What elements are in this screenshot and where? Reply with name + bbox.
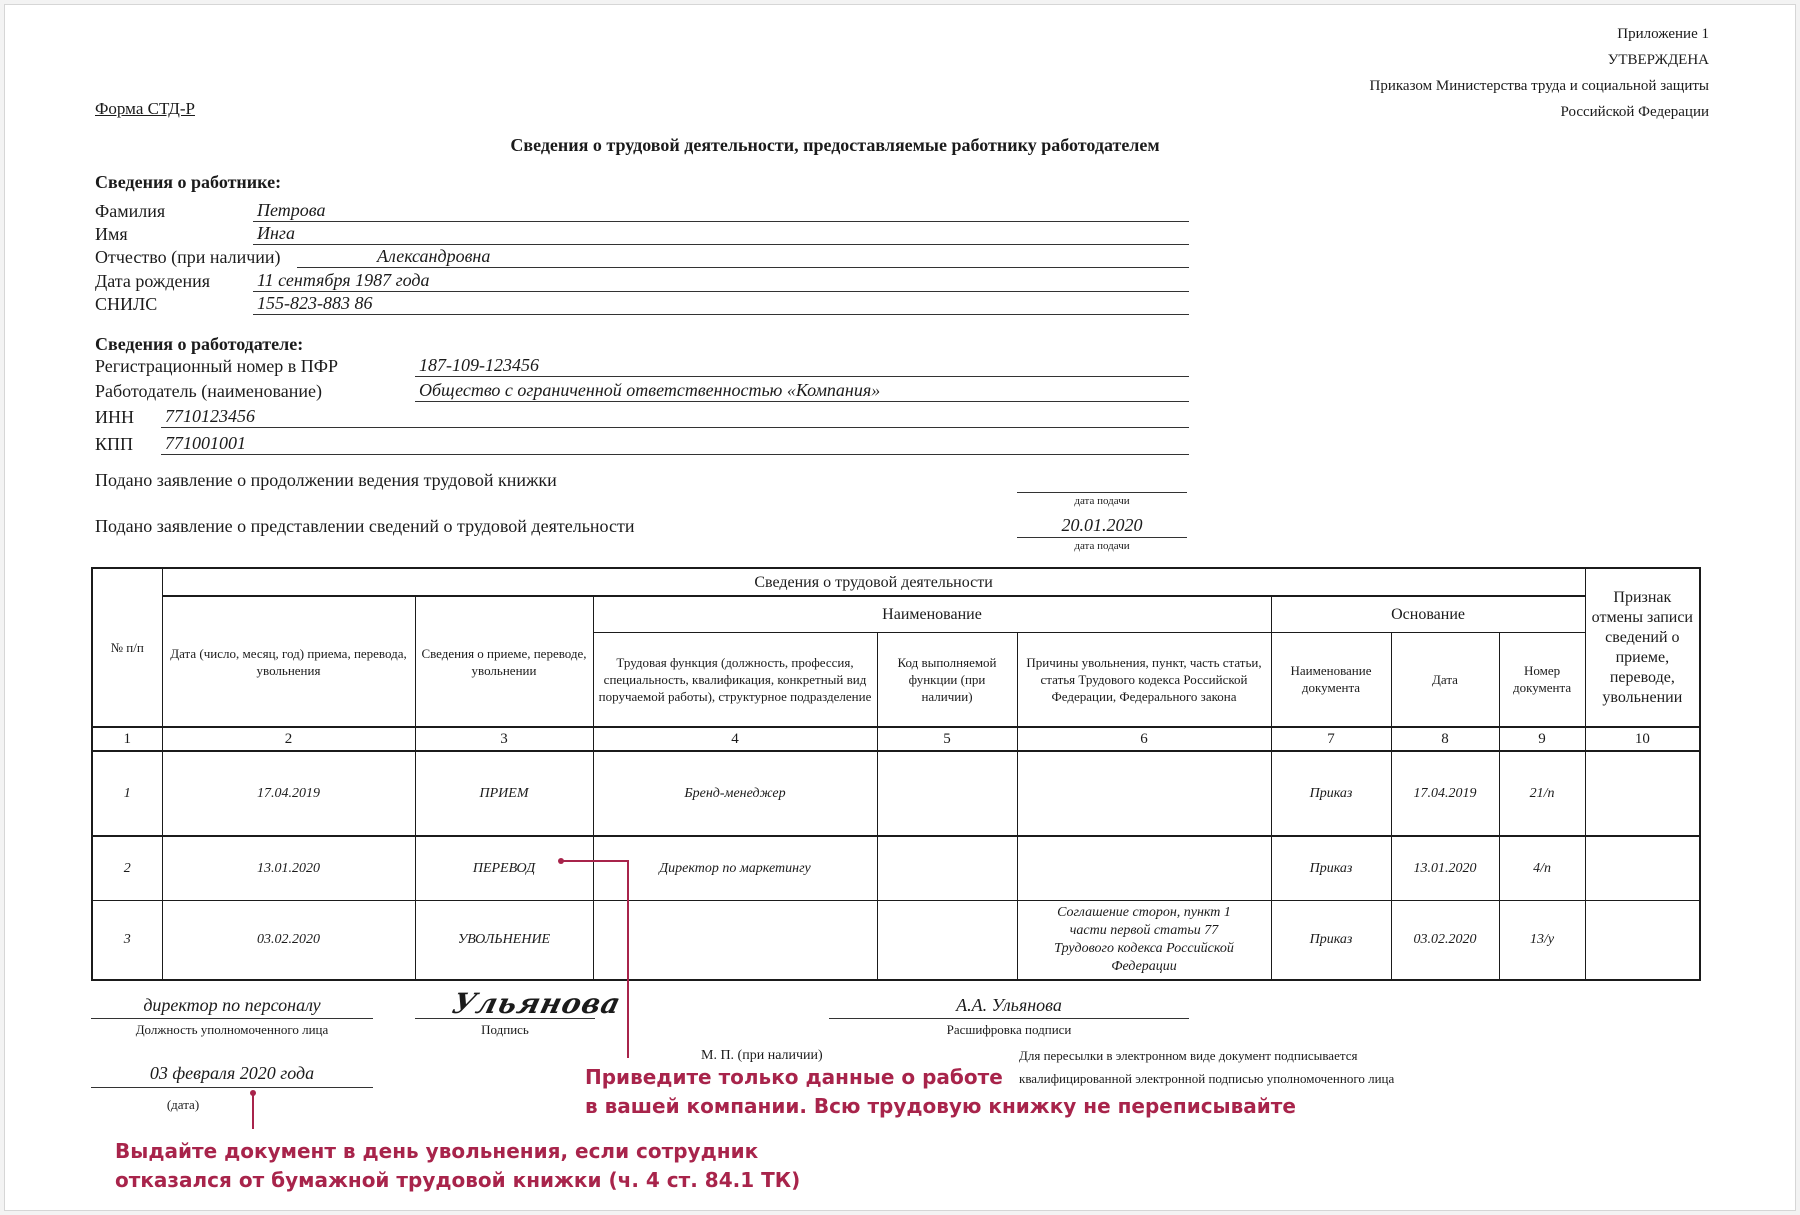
row3-cancel [1585,900,1700,980]
patronymic-underline [297,267,1189,268]
info-application-caption: дата подачи [1074,540,1130,552]
row2-reason [1017,836,1271,900]
row1-code [877,751,1017,836]
row3-docnum: 13/у [1499,900,1585,980]
row2-num: 2 [92,836,162,900]
signature-caption: Подпись [481,1022,529,1037]
col-number-4: 4 [593,727,877,751]
electronic-note-line1: Для пересылки в электронном виде документ подписывается [1019,1048,1358,1063]
inn-underline [161,427,1189,428]
birth-underline [253,291,1189,292]
note-company-data-line2: в вашей компании. Всю трудовую книжку не переписывайте [585,1094,1296,1118]
row1-docnum: 21/п [1499,751,1585,836]
decoded-underline [829,1018,1189,1019]
col-number-1: 1 [92,727,162,751]
document-title: Сведения о трудовой деятельности, предоставляемые работнику работодателем [510,135,1160,155]
col-number-6: 6 [1017,727,1271,751]
form-sheet [4,4,1796,1211]
decoded-caption: Расшифровка подписи [946,1022,1072,1037]
signer-position-caption: Должность уполномоченного лица [135,1022,329,1037]
approval-line-1: Приложение 1 [1617,26,1709,42]
note-issue-day-line1: Выдайте документ в день увольнения, если сотрудник [115,1139,759,1163]
activity-table [91,567,1701,981]
col-number-2: 2 [162,727,415,751]
book-application-underline [1017,492,1187,493]
note-issue-day-line2: отказался от бумажной трудовой книжки (ч. 4 ст. 84.1 ТК) [115,1168,801,1192]
birth-value: 11 сентября 1987 года [257,270,430,290]
row1-docdate: 17.04.2019 [1391,751,1499,836]
row3-date: 03.02.2020 [162,900,415,980]
col-number-5: 5 [877,727,1017,751]
approval-line-4: Российской Федерации [1560,104,1709,120]
electronic-note-line2: квалифицированной электронной подписью уполномоченного лица [1019,1071,1395,1086]
row2-docnum: 4/п [1499,836,1585,900]
col-number-10: 10 [1585,727,1700,751]
employer-heading: Сведения о работодателе: [95,334,304,354]
employer-name-underline [415,401,1189,402]
row3-function [593,900,877,980]
kpp-value: 771001001 [165,433,246,453]
row3-code [877,900,1017,980]
inn-label: ИНН [95,407,134,427]
header-reason: Причины увольнения, пункт, часть статьи, статья Трудового кодекса Российской Федерации, Федерального закона [1017,632,1271,727]
employee-heading: Сведения о работнике: [95,172,282,192]
header-basis-group: Основание [1271,596,1585,632]
header-cancel: Признак отмены записи сведений о приеме, переводе, увольнении [1585,568,1700,727]
row1-docname: Приказ [1271,751,1391,836]
approval-line-3: Приказом Министерства труда и социальной защиты [1369,78,1709,94]
handwritten-signature: Ульянова [448,987,625,1020]
issue-date: 03 февраля 2020 года [149,1063,315,1083]
kpp-underline [161,454,1189,455]
note-company-data-line1: Приведите только данные о работе [585,1065,1003,1089]
col-number-9: 9 [1499,727,1585,751]
birth-label: Дата рождения [95,271,211,291]
row1-function: Бренд-менеджер [593,751,877,836]
issue-date-underline [91,1087,373,1088]
row3-reason: Соглашение сторон, пункт 1 части первой статьи 77 Трудового кодекса Российской Федерации [1017,900,1271,980]
surname-underline [253,221,1189,222]
header-docname: Наименование документа [1271,632,1391,727]
employer-name-value: Общество с ограниченной ответственностью «Компания» [419,380,881,400]
row2-docdate: 13.01.2020 [1391,836,1499,900]
inn-value: 7710123456 [165,406,255,426]
header-function: Трудовая функция (должность, профессия, специальность, квалификация, конкретный вид поручаемой работы), структурное подразделение [593,632,877,727]
row1-num: 1 [92,751,162,836]
callout-line-date [252,1093,254,1129]
info-application-underline [1017,537,1187,538]
snils-value: 155-823-883 86 [257,293,373,313]
header-docnum: Номер документа [1499,632,1585,727]
col-number-7: 7 [1271,727,1391,751]
snils-label: СНИЛС [95,294,158,314]
issue-date-caption: (дата) [166,1097,200,1112]
surname-label: Фамилия [95,201,166,221]
snils-underline [253,314,1189,315]
table-row [92,751,1700,836]
patronymic-label: Отчество (при наличии) [95,247,281,267]
stamp-label: М. П. (при наличии) [701,1048,823,1063]
header-activity-group: Сведения о трудовой деятельности [162,568,1585,596]
signature-underline [415,1018,595,1019]
row3-docdate: 03.02.2020 [1391,900,1499,980]
row3-info: УВОЛЬНЕНИЕ [415,900,593,980]
book-application-caption: дата подачи [1074,495,1130,507]
signer-decoded-name: А.А. Ульянова [956,995,1062,1015]
row2-code [877,836,1017,900]
row2-date: 13.01.2020 [162,836,415,900]
row1-reason [1017,751,1271,836]
callout-line-horizontal [561,860,629,862]
col-number-8: 8 [1391,727,1499,751]
pfr-label: Регистрационный номер в ПФР [95,356,338,376]
row1-info: ПРИЕМ [415,751,593,836]
name-underline [253,244,1189,245]
row1-cancel [1585,751,1700,836]
row3-docname: Приказ [1271,900,1391,980]
info-application-label: Подано заявление о представлении сведений о трудовой деятельности [95,516,635,536]
form-code: Форма СТД-Р [95,99,195,118]
header-info: Сведения о приеме, переводе, увольнении [415,596,593,727]
employer-name-label: Работодатель (наименование) [95,381,323,401]
surname-value: Петрова [257,200,326,220]
approval-line-2: УТВЕРЖДЕНА [1607,52,1709,68]
row2-cancel [1585,836,1700,900]
callout-line-vertical [627,860,629,1058]
signer-position: директор по персоналу [143,995,321,1015]
table-row [92,836,1700,900]
row2-docname: Приказ [1271,836,1391,900]
name-value: Инга [257,223,295,243]
patronymic-value: Александровна [377,246,491,266]
table-row [92,900,1700,980]
name-label: Имя [95,224,128,244]
header-date: Дата (число, месяц, год) приема, перевода, увольнения [162,596,415,727]
col-number-3: 3 [415,727,593,751]
kpp-label: КПП [95,434,134,454]
row2-function: Директор по маркетингу [593,836,877,900]
row3-num: 3 [92,900,162,980]
info-application-date: 20.01.2020 [1061,515,1143,535]
row2-info: ПЕРЕВОД [415,836,593,900]
pfr-underline [415,376,1189,377]
header-name-group: Наименование [593,596,1271,632]
pfr-value: 187-109-123456 [419,355,539,375]
header-code: Код выполняемой функции (при наличии) [877,632,1017,727]
header-docdate: Дата [1391,632,1499,727]
signer-position-underline [91,1018,373,1019]
book-application-label: Подано заявление о продолжении ведения трудовой книжки [95,470,557,490]
row1-date: 17.04.2019 [162,751,415,836]
header-num: № п/п [92,568,162,727]
